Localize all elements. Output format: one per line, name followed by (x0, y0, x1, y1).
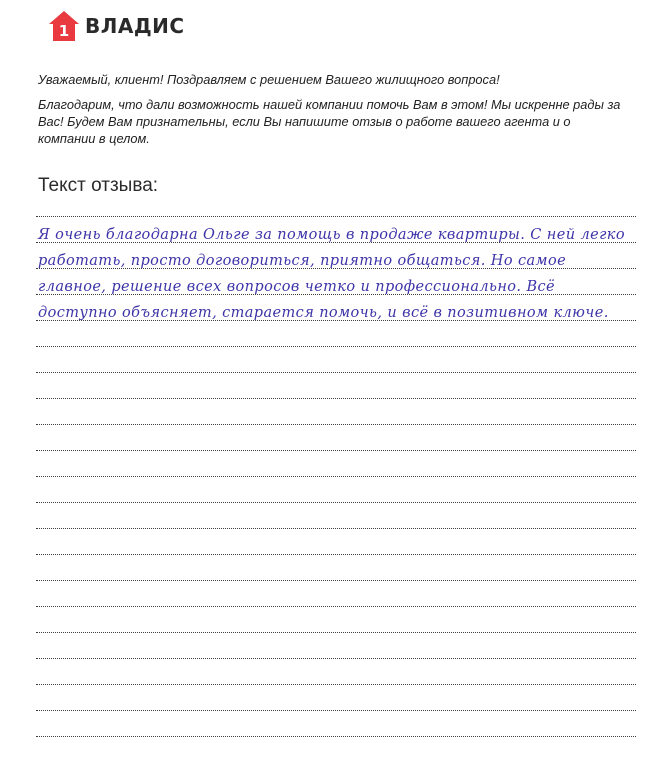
writing-line (36, 476, 636, 477)
review-heading: Текст отзыва: (38, 175, 159, 196)
writing-line (36, 372, 636, 373)
writing-line (36, 450, 636, 451)
intro-body: Благодарим, что дали возможность нашей компании помочь Вам в этом! Мы искренне рады за Вас! Будем Вам признательны, если Вы напишите отзыв о работе вашего агента и о компании в целом. (38, 97, 621, 146)
writing-line (36, 736, 636, 737)
writing-line (36, 580, 636, 581)
writing-line (36, 554, 636, 555)
writing-line (36, 216, 636, 217)
brand-name: ВЛАДИС (85, 14, 185, 38)
writing-lines (36, 0, 636, 768)
intro-greeting: Уважаемый, клиент! Поздравляем с решением Вашего жилищного вопроса! (38, 72, 500, 87)
writing-line (36, 632, 636, 633)
writing-line (36, 684, 636, 685)
writing-line (36, 606, 636, 607)
handwritten-review: Я очень благодарна Ольге за помощь в продаже квартиры. С ней легко работать, просто договориться, приятно общаться. Но самое главное, решение всех вопросов четко и профессионально. Всё доступно объясняет, старается помочь, и всё в позитивном ключе. (38, 227, 625, 321)
logo-digit: 1 (58, 22, 70, 40)
writing-line (36, 658, 636, 659)
writing-line (36, 502, 636, 503)
writing-line (36, 424, 636, 425)
writing-line (36, 528, 636, 529)
writing-line (36, 710, 636, 711)
writing-line (36, 398, 636, 399)
writing-line (36, 346, 636, 347)
